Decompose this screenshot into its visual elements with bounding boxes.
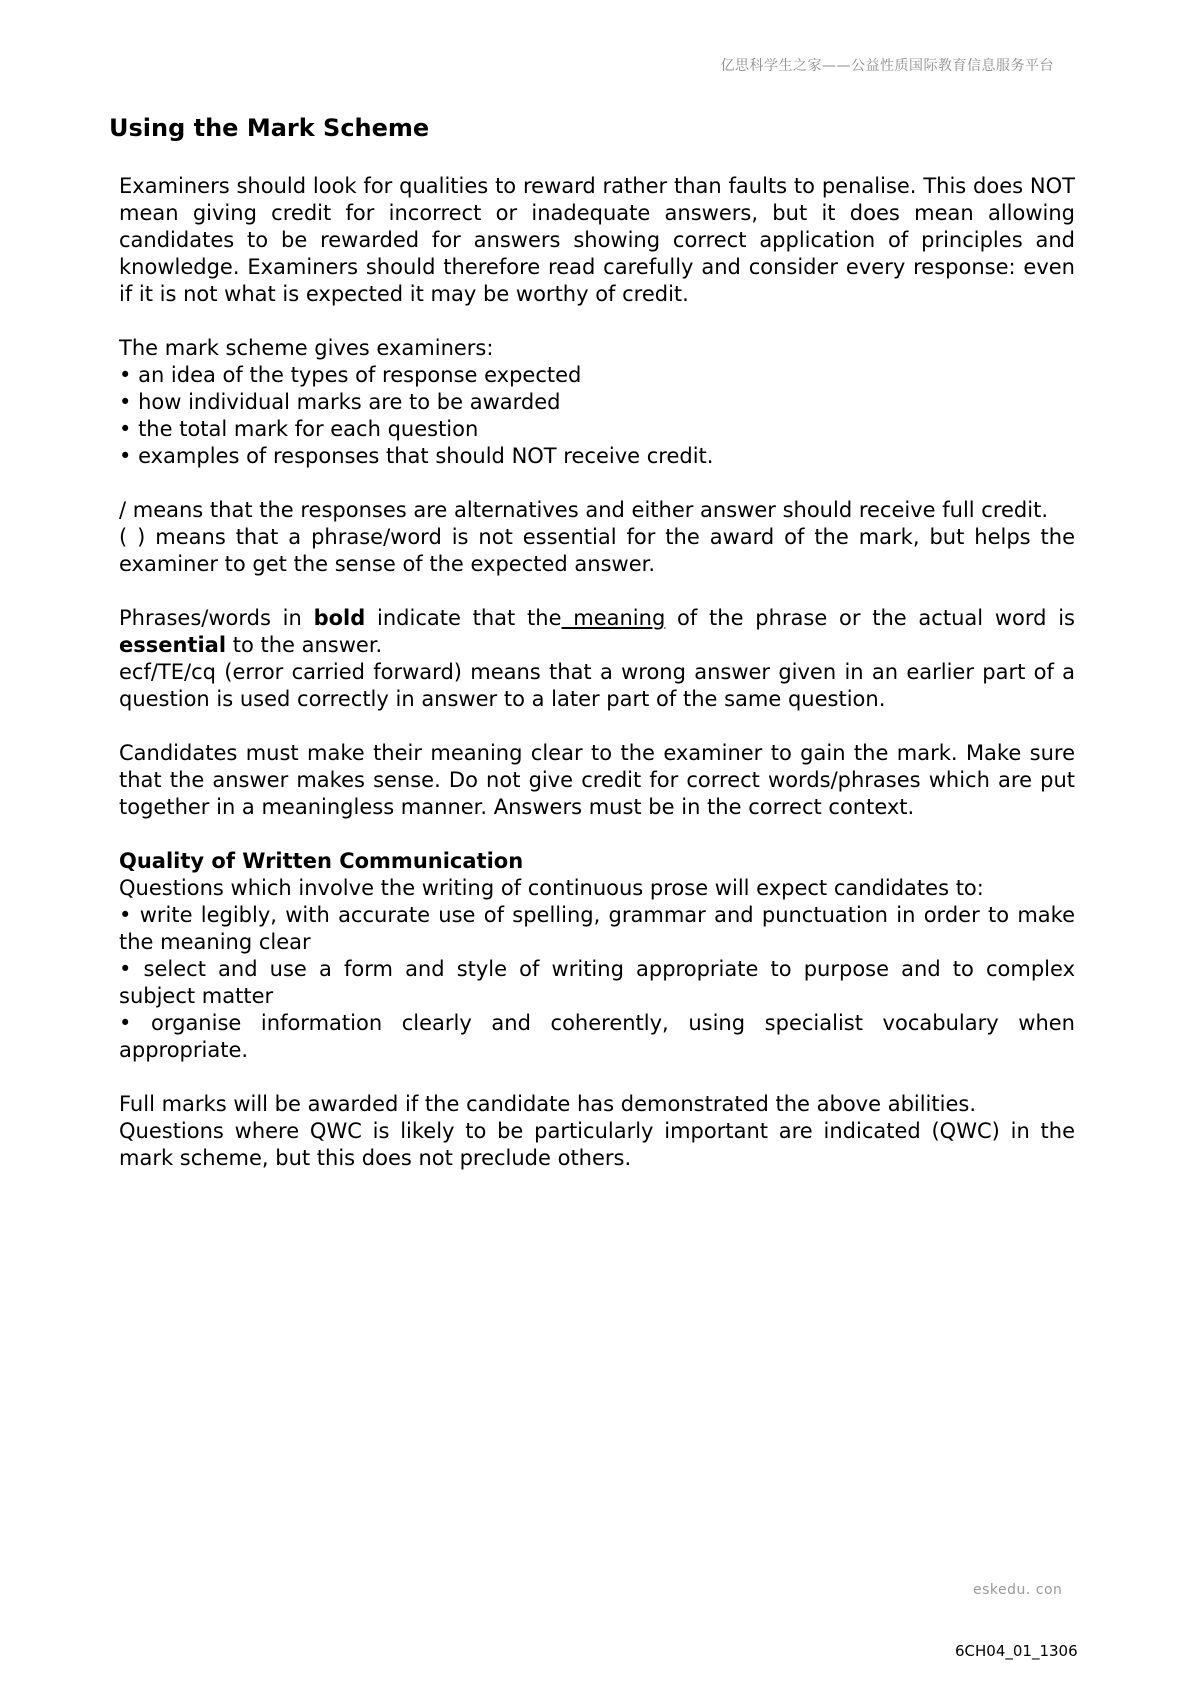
qwc-where-note: Questions where QWC is likely to be particularly important are indicated (QWC) in the mark scheme, but this does not preclude others. xyxy=(119,1119,1075,1170)
document-body xyxy=(119,173,1075,1172)
qwc-item: • select and use a form and style of writing appropriate to purpose and to complex subject matter xyxy=(119,957,1075,1008)
qwc-item: • write legibly, with accurate use of spelling, grammar and punctuation in order to make the meaning clear xyxy=(119,903,1075,954)
essential-word: essential xyxy=(119,633,227,657)
brackets-note: ( ) means that a phrase/word is not essential for the award of the mark, but helps the examiner to get the sense of the expected answer. xyxy=(119,525,1075,576)
footer-paper-code: 6CH04_01_1306 xyxy=(955,1642,1078,1660)
bold-word: bold xyxy=(313,606,366,630)
intro-paragraph: Examiners should look for qualities to reward rather than faults to penalise. This does NOT mean giving credit for incorrect or inadequate answers, but it does mean allowing candidates to be rewarded for answers showing correct application of principles and knowledge. Examiners should therefore read carefully and consider every response: even if it is not what is expected it may be worthy of credit. xyxy=(119,174,1075,306)
list-item: • examples of responses that should NOT receive credit. xyxy=(119,444,714,468)
list-item: • an idea of the types of response expected xyxy=(119,363,582,387)
bold-note: Phrases/words in bold indicate that the meaning of the phrase or the actual word is essential to the answer. xyxy=(119,606,1075,657)
list-item: • how individual marks are to be awarded xyxy=(119,390,561,414)
header-watermark: 亿思科学生之家——公益性质国际教育信息服务平台 xyxy=(720,58,1054,74)
meaning-underlined: meaning xyxy=(561,606,666,630)
page-title: Using the Mark Scheme xyxy=(109,114,430,142)
meaning-paragraph: Candidates must make their meaning clear to the examiner to gain the mark. Make sure that the answer makes sense. Do not give credit for correct words/phrases which are put together in a meaningless manner. Answers must be in the correct context. xyxy=(119,741,1075,819)
slash-note: / means that the responses are alternatives and either answer should receive full credit. xyxy=(119,498,1049,522)
ecf-note: ecf/TE/cq (error carried forward) means that a wrong answer given in an earlier part of a question is used correctly in answer to a later part of the same question. xyxy=(119,660,1075,711)
qwc-intro: Questions which involve the writing of continuous prose will expect candidates to: xyxy=(119,876,984,900)
qwc-item: • organise information clearly and coherently, using specialist vocabulary when appropriate. xyxy=(119,1011,1075,1062)
qwc-heading: Quality of Written Communication xyxy=(119,849,524,873)
list-item: • the total mark for each question xyxy=(119,417,479,441)
full-marks-note: Full marks will be awarded if the candidate has demonstrated the above abilities. xyxy=(119,1092,977,1116)
scheme-intro: The mark scheme gives examiners: xyxy=(119,336,494,360)
footer-site-watermark: eskedu. con xyxy=(973,1582,1063,1598)
